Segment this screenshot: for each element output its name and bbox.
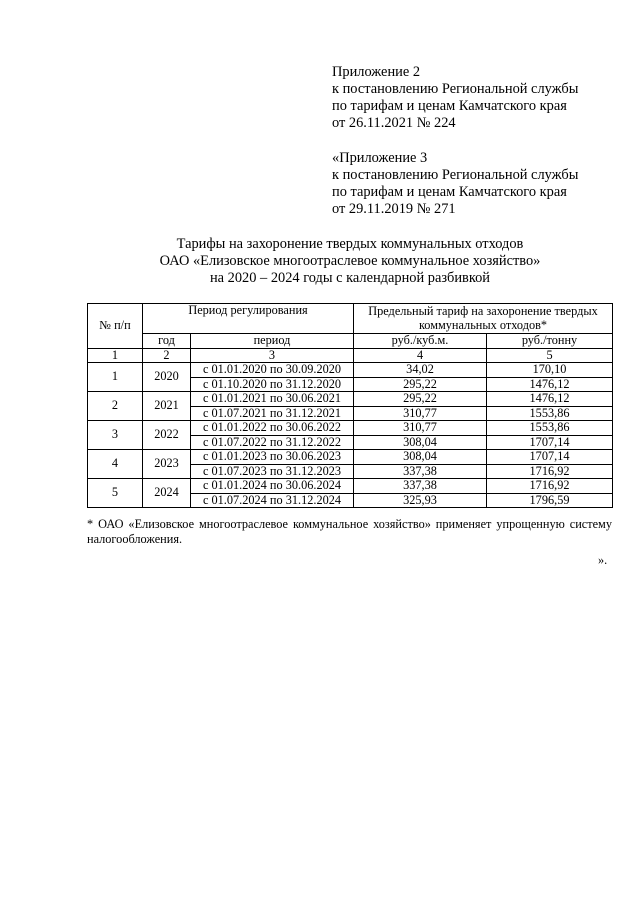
row-number: 3 [88, 421, 143, 450]
row-tariff-m3: 337,38 [354, 464, 487, 479]
row-tariff-m3: 34,02 [354, 363, 487, 378]
row-number: 4 [88, 450, 143, 479]
table-header-row [88, 304, 613, 334]
row-period: с 01.01.2023 по 30.06.2023 [191, 450, 354, 465]
row-tariff-t: 1716,92 [487, 479, 613, 494]
header-period-group: Период регулирования [143, 304, 354, 334]
row-tariff-t: 1553,86 [487, 406, 613, 421]
row-tariff-m3: 310,77 [354, 421, 487, 436]
document-title [0, 236, 640, 287]
footnote: * ОАО «Елизовское многоотраслевое коммунальное хозяйство» применяет упрощенную систему налогообложения. [87, 517, 612, 546]
column-number-row [88, 348, 613, 363]
row-tariff-m3: 325,93 [354, 493, 487, 508]
row-year: 2022 [143, 421, 191, 450]
row-tariff-m3: 337,38 [354, 479, 487, 494]
title-line: ОАО «Елизовское многоотраслевое коммунальное хозяйство» [159, 253, 541, 269]
row-year: 2020 [143, 363, 191, 392]
title-line: Тарифы на захоронение твердых коммунальных отходов [176, 236, 524, 252]
title-line: на 2020 – 2024 годы с календарной разбивкой [209, 270, 491, 286]
table-row [88, 421, 613, 436]
table-subheader-row [88, 334, 613, 349]
row-year: 2023 [143, 450, 191, 479]
row-tariff-m3: 295,22 [354, 377, 487, 392]
row-period: с 01.01.2024 по 30.06.2024 [191, 479, 354, 494]
appendix-line: к постановлению Региональной службы [332, 167, 579, 183]
row-tariff-m3: 308,04 [354, 450, 487, 465]
row-tariff-m3: 295,22 [354, 392, 487, 407]
row-year: 2024 [143, 479, 191, 508]
column-number: 4 [354, 348, 487, 363]
row-period: с 01.01.2022 по 30.06.2022 [191, 421, 354, 436]
appendix-line: к постановлению Региональной службы [332, 81, 579, 97]
row-tariff-t: 1553,86 [487, 421, 613, 436]
tariff-table [87, 303, 613, 508]
row-tariff-m3: 310,77 [354, 406, 487, 421]
table-row [88, 450, 613, 465]
appendix-title: «Приложение 3 [332, 150, 428, 166]
row-period: с 01.07.2021 по 31.12.2021 [191, 406, 354, 421]
appendix-line: по тарифам и ценам Камчатского края [332, 98, 567, 114]
column-number: 3 [191, 348, 354, 363]
row-period: с 01.07.2024 по 31.12.2024 [191, 493, 354, 508]
row-tariff-t: 1476,12 [487, 392, 613, 407]
row-tariff-m3: 308,04 [354, 435, 487, 450]
appendix-date: от 26.11.2021 № 224 [332, 115, 456, 131]
header-period: период [191, 334, 354, 349]
header-year: год [143, 334, 191, 349]
row-period: с 01.10.2020 по 31.12.2020 [191, 377, 354, 392]
header-unit-m3: руб./куб.м. [354, 334, 487, 349]
row-tariff-t: 1707,14 [487, 435, 613, 450]
appendix-line: по тарифам и ценам Камчатского края [332, 184, 567, 200]
row-period: с 01.07.2022 по 31.12.2022 [191, 435, 354, 450]
appendix-title: Приложение 2 [332, 64, 421, 80]
row-tariff-t: 1716,92 [487, 464, 613, 479]
row-number: 2 [88, 392, 143, 421]
closing-quote: ». [598, 553, 608, 567]
column-number: 5 [487, 348, 613, 363]
table-row [88, 479, 613, 494]
appendix-previous-reference [332, 150, 578, 218]
table-row [88, 363, 613, 378]
row-period: с 01.01.2021 по 30.06.2021 [191, 392, 354, 407]
row-tariff-t: 170,10 [487, 363, 613, 378]
header-tariff-group: Предельный тариф на захоронение твердых коммунальных отходов* [354, 304, 613, 334]
row-tariff-t: 1707,14 [487, 450, 613, 465]
header-unit-t: руб./тонну [487, 334, 613, 349]
row-period: с 01.01.2020 по 30.09.2020 [191, 363, 354, 378]
row-number: 5 [88, 479, 143, 508]
appendix-date: от 29.11.2019 № 271 [332, 201, 456, 217]
column-number: 2 [143, 348, 191, 363]
row-number: 1 [88, 363, 143, 392]
row-tariff-t: 1476,12 [487, 377, 613, 392]
header-number: № п/п [88, 304, 143, 349]
row-year: 2021 [143, 392, 191, 421]
column-number: 1 [88, 348, 143, 363]
appendix-current-reference [332, 64, 578, 132]
row-period: с 01.07.2023 по 31.12.2023 [191, 464, 354, 479]
table-row [88, 392, 613, 407]
row-tariff-t: 1796,59 [487, 493, 613, 508]
